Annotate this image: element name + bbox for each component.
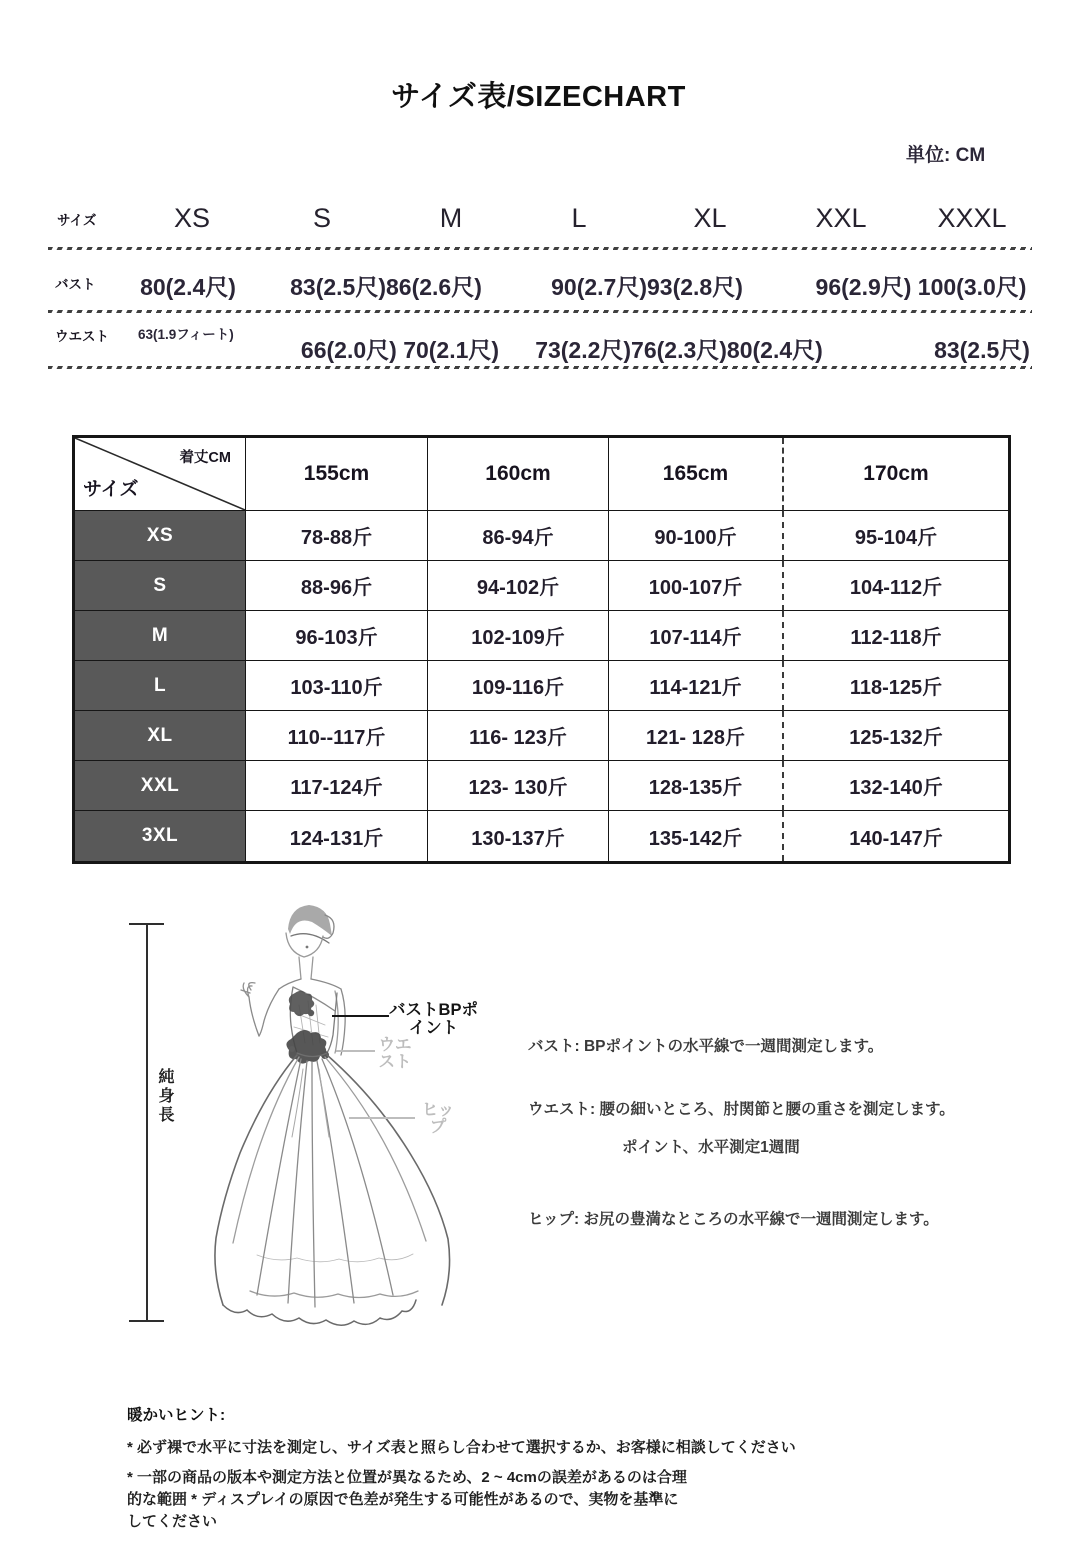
tips-heading: 暖かいヒント:	[127, 1407, 226, 1424]
size-col-xl: XL	[693, 203, 727, 233]
cell-l-165: 114-121斤	[609, 661, 784, 711]
cell-l-160: 109-116斤	[428, 661, 609, 711]
cell-m-155: 96-103斤	[246, 611, 428, 661]
row-label-l: L	[75, 661, 246, 711]
dashed-divider	[48, 247, 1032, 250]
tip-2-line-3: してください	[127, 1513, 218, 1530]
cell-s-155: 88-96斤	[246, 561, 428, 611]
row-label-m: M	[75, 611, 246, 661]
hip-point-label: ヒップ	[421, 1101, 455, 1137]
row-label-xs: XS	[75, 511, 246, 561]
bust-row-label: バスト	[55, 277, 96, 292]
waist-value: 66(2.0尺) 70(2.1尺)	[300, 337, 500, 363]
size-col-l: L	[571, 203, 587, 233]
waist-row-label: ウエスト	[55, 329, 109, 344]
row-label-xl: XL	[75, 711, 246, 761]
corner-top-label: 着丈CM	[179, 450, 231, 466]
waist-value: 73(2.2尺)76(2.3尺)80(2.4尺)	[535, 337, 823, 363]
height-line-bottom-cap	[129, 1320, 164, 1322]
row-label-s: S	[75, 561, 246, 611]
cell-3xl-155: 124-131斤	[246, 811, 428, 861]
cell-xs-160: 86-94斤	[428, 511, 609, 561]
cell-3xl-160: 130-137斤	[428, 811, 609, 861]
cell-xl-170: 125-132斤	[784, 711, 1008, 761]
dashed-divider	[48, 366, 1032, 369]
bust-value: 90(2.7尺)93(2.8尺)	[551, 274, 743, 300]
cell-s-160: 94-102斤	[428, 561, 609, 611]
height-col-170: 170cm	[784, 438, 1008, 511]
bust-instruction: バスト: BPポイントの水平線で一週間測定します。	[528, 1038, 884, 1055]
row-label-xxl: XXL	[75, 761, 246, 811]
size-col-xxxl: XXXL	[937, 203, 1007, 233]
cell-xl-155: 110--117斤	[246, 711, 428, 761]
cell-m-170: 112-118斤	[784, 611, 1008, 661]
height-label: 純身長	[156, 1068, 173, 1125]
size-col-m: M	[439, 203, 463, 233]
cell-xs-165: 90-100斤	[609, 511, 784, 561]
corner-bottom-label: サイズ	[83, 479, 139, 500]
cell-3xl-165: 135-142斤	[609, 811, 784, 861]
hip-instruction: ヒップ: お尻の豊満なところの水平線で一週間測定します。	[528, 1211, 939, 1228]
waist-value-small: 63(1.9フィート)	[138, 327, 234, 342]
tip-1: * 必ず裸で水平に寸法を測定し、サイズ表と照らし合わせて選択するか、お客様に相談してください	[127, 1439, 796, 1456]
weight-table	[72, 435, 1011, 864]
cell-xxl-160: 123- 130斤	[428, 761, 609, 811]
bust-value: 96(2.9尺) 100(3.0尺)	[815, 274, 1027, 300]
height-measure-line	[146, 924, 148, 1321]
cell-3xl-170: 140-147斤	[849, 827, 943, 850]
bust-point-label: バストBPポイント	[389, 1001, 478, 1038]
cell-m-165: 107-114斤	[609, 611, 784, 661]
row-label-3xl: 3XL	[75, 811, 246, 861]
size-col-xxl: XXL	[815, 203, 867, 233]
bust-value: 83(2.5尺)86(2.6尺)	[290, 274, 482, 300]
cell-xl-160: 116- 123斤	[428, 711, 609, 761]
waist-value: 83(2.5尺)	[934, 337, 1030, 363]
waist-point-label: ウエスト	[378, 1036, 412, 1072]
cell-xxl-155: 117-124斤	[246, 761, 428, 811]
cell-xs-155: 78-88斤	[246, 511, 428, 561]
cell-xxl-165: 128-135斤	[609, 761, 784, 811]
cell-xs-170: 95-104斤	[784, 511, 1008, 561]
cell-xxl-170: 132-140斤	[784, 761, 1008, 811]
waist-instruction: ウエスト: 腰の細いところ、肘関節と腰の重さを測定します。	[528, 1101, 955, 1118]
hip-pointer-line	[349, 1117, 415, 1119]
size-row-label: サイズ	[57, 213, 97, 228]
height-col-155: 155cm	[246, 438, 428, 511]
corner-cell	[75, 438, 246, 511]
tip-2-line-1: * 一部の商品の版本や測定方法と位置が異なるため、2 ~ 4cmの誤差があるのは合理	[127, 1469, 687, 1486]
unit-label: 単位: CM	[906, 145, 986, 166]
page-title: サイズ表/SIZECHART	[391, 81, 686, 113]
cell-l-170: 118-125斤	[784, 661, 1008, 711]
waist-pointer-line	[336, 1050, 375, 1052]
cell-m-160: 102-109斤	[428, 611, 609, 661]
bust-pointer-line	[332, 1015, 389, 1017]
cell-xl-165: 121- 128斤	[609, 711, 784, 761]
cell-s-170: 104-112斤	[784, 561, 1008, 611]
height-col-165: 165cm	[609, 438, 784, 511]
tip-2-line-2: 的な範囲 * ディスプレイの原因で色差が発生する可能性があるので、実物を基準に	[127, 1491, 679, 1508]
cell-s-165: 100-107斤	[609, 561, 784, 611]
bust-value: 80(2.4尺)	[140, 274, 236, 300]
size-col-s: S	[312, 203, 332, 233]
height-col-160: 160cm	[428, 438, 609, 511]
dashed-divider	[48, 310, 1032, 313]
point-instruction: ポイント、水平測定1週間	[622, 1139, 800, 1156]
size-col-xs: XS	[173, 203, 211, 233]
cell-l-155: 103-110斤	[246, 661, 428, 711]
